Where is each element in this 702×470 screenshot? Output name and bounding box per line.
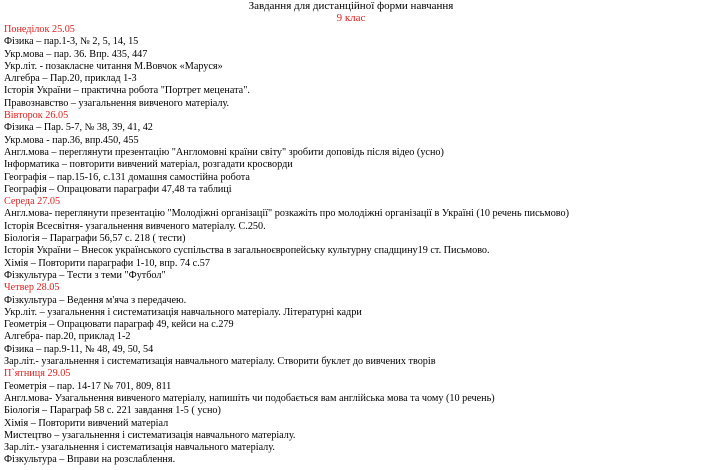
- assignment-line: Алгебра – Пар.20, приклад 1-3: [4, 73, 137, 85]
- assignment-line: Укр.літ. - позакласне читання М.Вовчок «Маруся»: [4, 60, 223, 72]
- assignment-line: Історія України – Внесок українського суспільства в загальноєвропейську культурну спадщину19 ст. Письмово.: [4, 245, 490, 257]
- assignment-line: Англ.мова – переглянути презентацію "Англомовні країни світу" зробити доповідь після відео (усно): [4, 146, 444, 158]
- assignment-line: Географія – пар.15-16, с.131 домашня самостійна робота: [4, 171, 250, 183]
- assignment-line: Англ.мова- переглянути презентацію "Молодіжні організації" розкажіть про молодіжні організації в Україні (10 речень письмово): [4, 208, 570, 220]
- assignment-line: Мистецтво – узагальнення і систематизація навчального матеріалу.: [4, 429, 296, 441]
- assignment-line: Геометрія – пар. 14-17 № 701, 809, 811: [4, 380, 172, 392]
- assignment-line: Фізкультура – Вправи на розслаблення.: [4, 454, 176, 466]
- day-heading: Вівторок 26.05: [4, 110, 69, 122]
- schedule-content: [4, 24, 700, 467]
- assignment-line: Англ.мова- Узагальнення вивченого матеріалу, напишіть чи подобається вам англійська мова та чому (10 речень): [4, 392, 495, 404]
- assignment-line: Біологія – Параграф 58 с. 221 завдання 1-5 ( усно): [4, 405, 221, 417]
- assignment-line: Геометрія – Опрацювати параграф 49, кейси на с.279: [4, 319, 234, 331]
- assignment-line: Зар.літ.- узагальнення і систематизація навчального матеріалу.: [4, 442, 275, 454]
- assignment-line: Укр.мова – пар. 36. Впр. 435, 447: [4, 48, 148, 60]
- day-heading: Четвер 28.05: [4, 282, 60, 294]
- assignment-line: Укр.мова - пар.36, впр.450, 455: [4, 134, 139, 146]
- assignment-line: Хімія – Повторити вивчений матеріал: [4, 417, 169, 429]
- assignment-line: Історія України – практична робота "Портрет мецената".: [4, 85, 250, 97]
- assignment-line: Історія Всесвітня- узагальнення вивченого матеріалу. С.250.: [4, 220, 266, 232]
- assignment-line: Фізика – пар.9-11, № 48, 49, 50, 54: [4, 343, 154, 355]
- day-heading: Понеділок 25.05: [4, 24, 75, 35]
- assignment-line: Інформатика – повторити вивчений матеріал, розгадати кросворди: [4, 159, 293, 171]
- assignment-line: Фізика – пар.1-3, № 2, 5, 14, 15: [4, 36, 139, 48]
- day-heading: Середа 27.05: [4, 196, 61, 208]
- page-title: Завдання для дистанційної форми навчання: [248, 0, 454, 12]
- assignment-line: Хімія – Повторити параграфи 1-10, впр. 74 с.57: [4, 257, 210, 269]
- assignment-line: Фізика – Пар. 5-7, № 38, 39, 41, 42: [4, 122, 153, 134]
- assignment-line: Географія – Опрацювати параграфи 47,48 та таблиці: [4, 183, 232, 195]
- assignment-line: Правознавство – узагальнення вивченого матеріалу.: [4, 97, 230, 109]
- assignment-line: Зар.літ.- узагальнення і систематизація навчального матеріалу. Створити буклет до вивчених творів: [4, 356, 436, 368]
- assignment-line: Біологія – Параграфи 56,57 с. 218 ( тести): [4, 233, 186, 245]
- assignment-line: Алгебра- пар.20, приклад 1-2: [4, 331, 131, 343]
- assignment-line: Укр.літ. – узагальнення і систематизація навчального матеріалу. Літературні кадри: [4, 306, 362, 318]
- class-label: 9 клас: [336, 12, 366, 24]
- assignment-line: Фізкультура – Ведення м'яча з передачею.: [4, 294, 187, 306]
- day-heading: П`ятниця 29.05: [4, 368, 71, 380]
- assignment-line: Фізкультура – Тести з теми "Футбол": [4, 269, 166, 281]
